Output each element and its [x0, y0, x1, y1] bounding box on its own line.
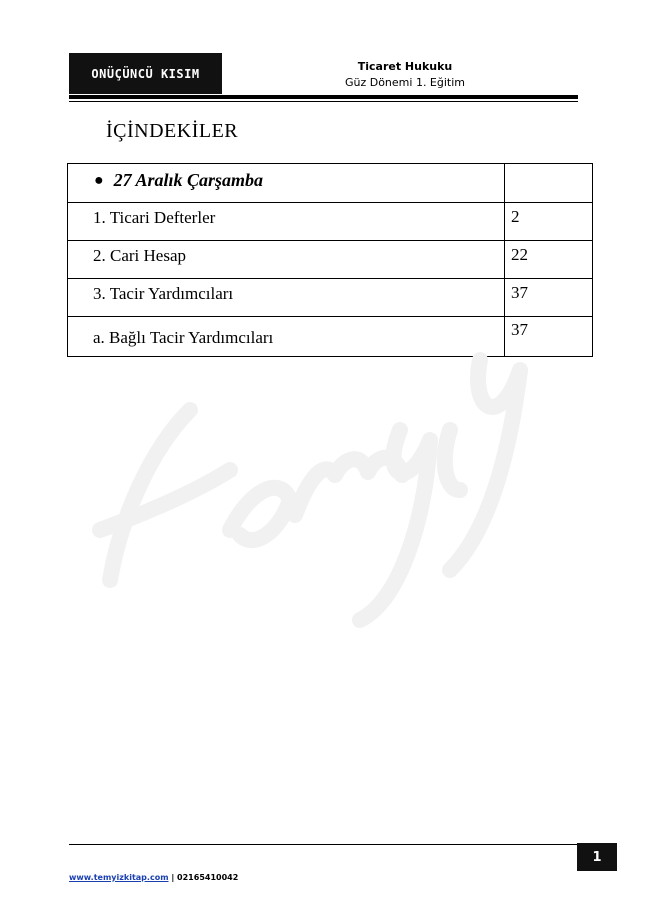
- toc-table: [67, 163, 593, 357]
- toc-title: İÇİNDEKİLER: [106, 120, 239, 142]
- toc-entry-page: 22: [511, 245, 528, 264]
- toc-date-row: [68, 164, 593, 203]
- toc-entry-label[interactable]: 2. Cari Hesap: [93, 246, 187, 265]
- toc-row[interactable]: [68, 317, 593, 357]
- toc-date-cell: [68, 164, 505, 203]
- toc-row[interactable]: [68, 203, 593, 241]
- bullet-icon: ●: [94, 171, 104, 189]
- footer-rule: [69, 844, 577, 845]
- toc-row[interactable]: [68, 279, 593, 317]
- toc-entry-label[interactable]: a. Bağlı Tacir Yardımcıları: [93, 328, 274, 347]
- phone-number: 02165410042: [177, 873, 239, 882]
- header-rule-thin: [69, 101, 578, 102]
- header-course-info: [300, 59, 510, 91]
- section-badge: [69, 53, 222, 94]
- footer-separator: |: [171, 873, 175, 882]
- toc-date-heading: 27 Aralık Çarşamba: [113, 170, 264, 190]
- course-title: Ticaret Hukuku: [357, 60, 453, 73]
- section-label: ONÜÇÜNCÜ KISIM: [91, 66, 200, 81]
- toc-row[interactable]: [68, 241, 593, 279]
- toc-entry-page: 37: [511, 283, 528, 302]
- semester-label: Güz Dönemi 1. Eğitim: [344, 76, 466, 89]
- toc-entry-page: 2: [511, 207, 520, 226]
- website-link[interactable]: www.temyizkitap.com: [69, 873, 169, 882]
- toc-entry-page: 37: [511, 320, 528, 339]
- toc-entry-label[interactable]: 1. Ticari Defterler: [93, 208, 216, 227]
- header-rule-thick: [69, 95, 578, 99]
- page-number-badge: [577, 843, 617, 871]
- footer-contact: [69, 873, 238, 882]
- toc-date-page-cell: [505, 164, 593, 203]
- toc-entry-label[interactable]: 3. Tacir Yardımcıları: [93, 284, 234, 303]
- page-number: 1: [592, 849, 602, 865]
